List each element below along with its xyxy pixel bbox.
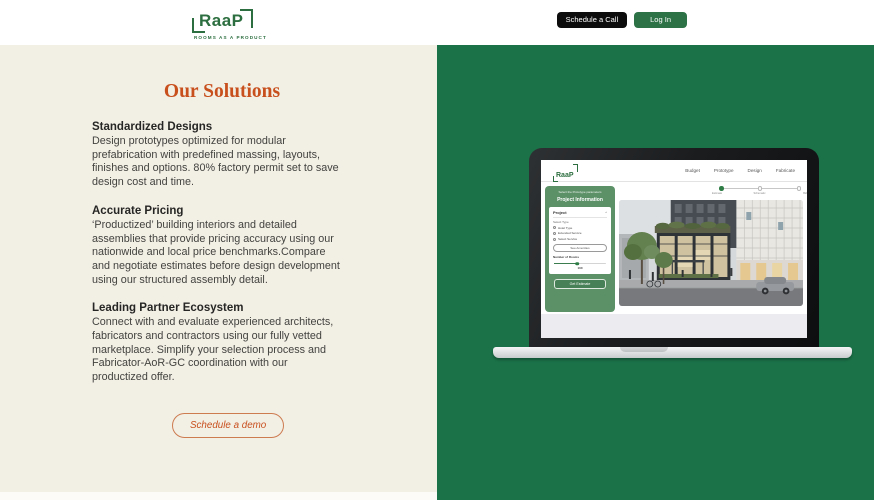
- progress-stepper: [712, 186, 807, 195]
- step-label: Bid: [803, 191, 807, 195]
- stepper-track: [719, 186, 801, 191]
- app-raap-logo-text: RaaP: [556, 172, 574, 179]
- type-label: Select Type: [553, 220, 569, 224]
- app-topbar: [541, 160, 807, 182]
- solution-item-partner-ecosystem: [92, 302, 340, 385]
- solution-heading: Accurate Pricing: [92, 204, 184, 217]
- laptop-base: [493, 347, 852, 358]
- radio-label: Hotel Type: [558, 225, 573, 230]
- stepper-segment: [762, 188, 796, 189]
- app-nav-fabricate[interactable]: Fabricate: [775, 168, 795, 173]
- solution-body: Design prototypes optimized for modular prefabrication with predefined massing, layouts, finishes and options. 80% factory permit set to save design cost and time.: [92, 135, 339, 189]
- rooms-label: Number of Rooms: [553, 255, 580, 260]
- solutions-list: [92, 121, 340, 385]
- app-main: [619, 186, 807, 338]
- step-dot-inactive[interactable]: [797, 186, 802, 191]
- sidebar-intro-text: Select the Prototype parameters: [558, 190, 602, 194]
- product-preview-section: [437, 45, 874, 500]
- app-nav-design[interactable]: Design: [747, 168, 762, 173]
- app-sidebar-project-info: [545, 186, 615, 312]
- solution-heading: Standardized Designs: [92, 121, 213, 133]
- stepper-labels: [712, 191, 807, 195]
- schedule-demo-button[interactable]: Schedule a demo: [172, 413, 284, 438]
- stepper-segment: [724, 188, 758, 189]
- step-label: Schematic: [753, 191, 766, 195]
- radio-label: Extended Service: [558, 231, 582, 236]
- radio-option-extended-service[interactable]: [553, 231, 607, 235]
- radio-icon: [553, 226, 556, 229]
- app-nav-prototype[interactable]: Prototype: [713, 168, 734, 173]
- laptop-lid: [529, 148, 819, 347]
- slider-fill: [554, 263, 577, 264]
- raap-logo-text: RaaP: [199, 11, 244, 30]
- laptop-screen: [541, 160, 807, 338]
- solution-body: ‘Productized’ building interiors and detailed assemblies that provide pricing accuracy using our nationwide and local price benchmarks.Compare and negotiate estimates before design development using our structured assembly detail.: [92, 218, 340, 286]
- solution-body: Connect with and evaluate experienced architects, fabricators and contractors using our fully vetted marketplace. Simplify your selection process and Fabricator-AoR-GC coordination with our productized offer.: [92, 316, 334, 384]
- login-button[interactable]: Log In: [634, 12, 687, 28]
- sidebar-title: Project Information: [557, 197, 603, 203]
- top-header: [0, 0, 874, 45]
- building-render-image: [619, 200, 803, 306]
- solution-item-accurate-pricing: [92, 205, 340, 288]
- chevron-up-icon: ^: [605, 210, 607, 215]
- radio-option-select-service[interactable]: [553, 237, 607, 241]
- building-render-svg: [619, 200, 803, 306]
- app-nav-budget[interactable]: Budget: [685, 168, 700, 173]
- laptop-mockup: [437, 45, 874, 500]
- solutions-section: [0, 45, 437, 500]
- header-actions: [557, 12, 687, 28]
- radio-option-hotel-type[interactable]: [553, 226, 607, 230]
- step-label: Estimate: [712, 191, 723, 195]
- raap-logo[interactable]: [192, 9, 267, 40]
- project-card: [549, 207, 611, 274]
- app-body: [541, 182, 807, 338]
- rooms-value: 100: [577, 266, 583, 271]
- app-nav: [685, 168, 795, 173]
- solutions-title: Our Solutions: [163, 81, 281, 102]
- project-card-label: Project: [553, 210, 567, 215]
- raap-logo-mark: [192, 9, 253, 33]
- rooms-slider[interactable]: [554, 263, 606, 264]
- radio-icon: [553, 238, 556, 241]
- raap-logo-tagline: ROOMS AS A PRODUCT: [194, 35, 267, 40]
- get-estimate-button[interactable]: Get Estimate: [554, 279, 606, 289]
- radio-icon: [553, 232, 556, 235]
- slider-knob[interactable]: [576, 262, 580, 266]
- section-divider: [0, 492, 437, 500]
- radio-label: Select Service: [558, 237, 578, 242]
- schedule-call-button[interactable]: Schedule a Call: [557, 12, 628, 28]
- app-raap-logo-mark: [553, 164, 578, 182]
- solution-heading: Leading Partner Ecosystem: [92, 302, 244, 315]
- project-card-header[interactable]: [553, 210, 607, 215]
- amenities-button[interactable]: See Amenities: [553, 244, 607, 252]
- laptop-notch: [620, 347, 668, 352]
- solution-item-standardized-designs: [92, 121, 340, 190]
